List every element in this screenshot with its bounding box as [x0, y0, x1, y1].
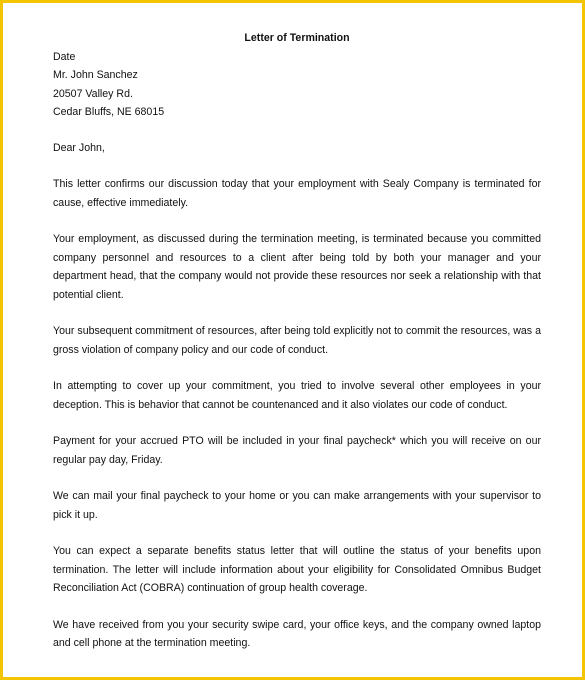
paragraph-benefits: You can expect a separate benefits status letter that will outline the status of your benefits upon termination. The letter will include information about your eligibility for Consolidated Omnibus Budget Reconciliation Act (COBRA) continuation of group health coverage. [53, 545, 541, 594]
letter-page [53, 29, 541, 653]
city-state-zip: Cedar Bluffs, NE 68015 [53, 106, 165, 118]
street-address: 20507 Valley Rd. [53, 87, 133, 100]
letter-title: Letter of Termination [244, 32, 350, 44]
paragraph-pto: Payment for your accrued PTO will be included in your final paycheck* which you will receive on our regular pay day, Friday. [53, 435, 541, 466]
paragraph-paycheck: We can mail your final paycheck to your home or you can make arrangements with your supervisor to pick it up. [53, 490, 541, 521]
date-line: Date [53, 50, 76, 63]
paragraph-violation: Your subsequent commitment of resources, after being told explicitly not to commit the resources, was a gross violation of company policy and our code of conduct. [53, 325, 541, 356]
paragraph-cover-up: In attempting to cover up your commitment, you tried to involve several other employees in your deception. This is behavior that cannot be countenanced and it also violates our code of conduct. [53, 380, 541, 411]
recipient-name: Mr. John Sanchez [53, 69, 138, 81]
paragraph-confirmation: This letter confirms our discussion today that your employment with Sealy Company is terminated for cause, effective immediately. [53, 178, 541, 209]
paragraph-returned-items: We have received from you your security swipe card, your office keys, and the company owned laptop and cell phone at the termination meeting. [53, 618, 541, 649]
salutation: Dear John, [53, 141, 105, 154]
recipient-address [53, 48, 541, 122]
paragraph-reason: Your employment, as discussed during the termination meeting, is terminated because you committed company personnel and resources to a client after being told by both your manager and your department head, that the company would not provide these resources nor seek a relationship with that potential client. [53, 233, 541, 301]
